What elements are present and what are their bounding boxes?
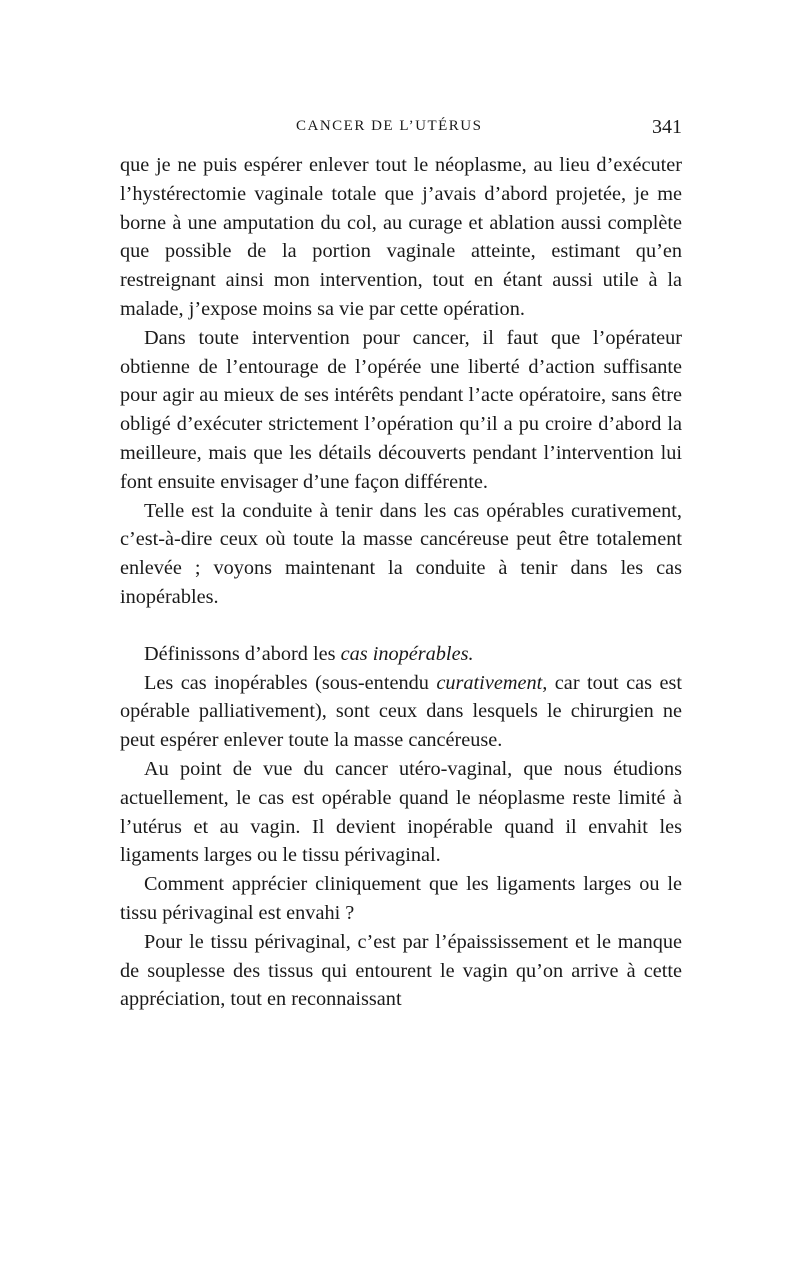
body-text: [120, 151, 682, 1014]
paragraph: Au point de vue du cancer utéro-vaginal, que nous étudions actuellement, le cas est opérable quand le néoplasme reste limité à l’utérus et au vagin. Il devient inopérable quand il envahit les ligaments larges ou le tissu périvaginal.: [120, 757, 682, 867]
paragraph: Pour le tissu périvaginal, c’est par l’épaississement et le manque de souplesse des tissus qui entourent le vagin qu’on arrive à cette appréciation, tout en reconnaissant: [120, 930, 682, 1011]
paragraph: Telle est la conduite à tenir dans les cas opérables curativement, c’est-à-dire ceux où toute la masse cancéreuse peut être totalement enlevée ; voyons maintenant la conduite à tenir dans les cas inopérables.: [120, 499, 682, 608]
text-run: car tout cas est opérable palliativement), sont ceux dans lesquels le chirurgien ne peut espérer enlever toute la masse cancéreuse.: [120, 671, 682, 752]
text-run: Les cas inopérables (sous-entendu: [144, 671, 437, 694]
page-number: 341: [652, 116, 682, 138]
paragraph-definition: [120, 640, 682, 669]
paragraph: [120, 669, 682, 755]
paragraph: Dans toute intervention pour cancer, il faut que l’opérateur obtienne de l’entourage de l’opérée une liberté d’action suffisante pour agir au mieux de ses intérêts pendant l’acte opératoire, sans être obligé d’exécuter strictement l’opération qu’il a pu croire d’abord la meilleure, mais que les détails découverts pendant l’intervention lui font ensuite envisager d’une façon différente.: [120, 326, 682, 493]
paragraph-question: Comment apprécier cliniquement que les ligaments larges ou le tissu périvaginal est envahi ?: [120, 873, 682, 924]
page-header: [120, 116, 682, 140]
paragraph-continued: que je ne puis espérer enlever tout le néoplasme, au lieu d’exécuter l’hystérectomie vaginale totale que j’avais d’abord projetée, je me borne à une amputation du col, au curage et ablation aussi complète que possible de la portion vaginale atteinte, estimant qu’en restreignant ainsi mon intervention, tout en étant aussi utile à la malade, j’expose moins sa vie par cette opération.: [120, 154, 682, 320]
text-run: Définissons d’abord les: [144, 642, 341, 665]
italic-term: cas inopérables.: [340, 642, 474, 665]
italic-term: curativement,: [436, 671, 548, 694]
running-title: CANCER DE L’UTÉRUS: [296, 118, 483, 134]
